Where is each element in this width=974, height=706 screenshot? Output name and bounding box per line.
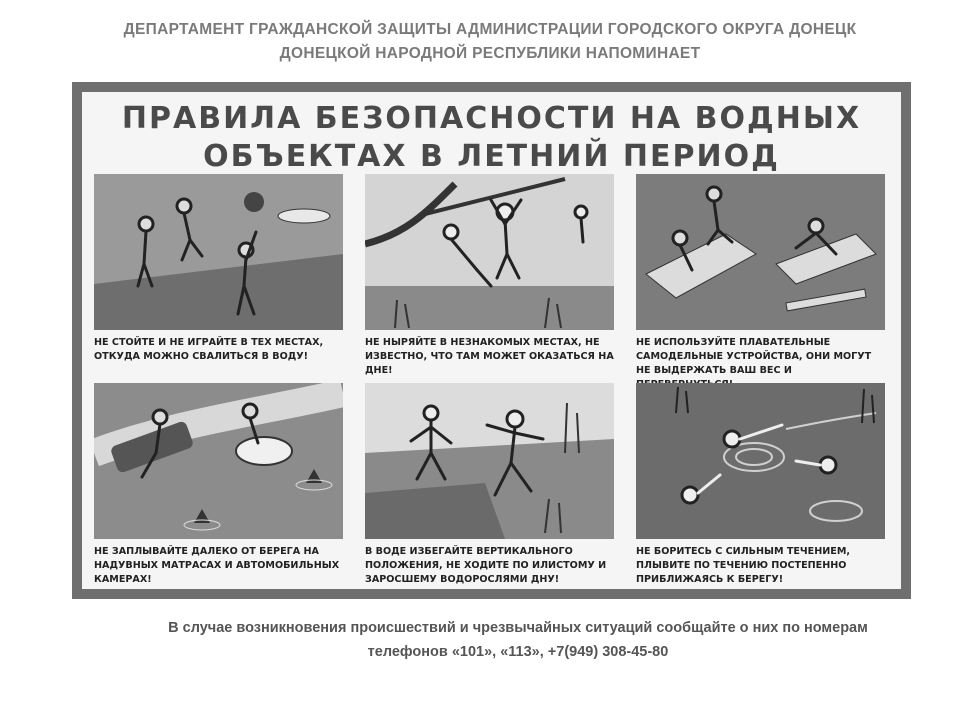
diving-illustration xyxy=(365,174,614,330)
panel-caption: В ВОДЕ ИЗБЕГАЙТЕ ВЕРТИКАЛЬНОГО ПОЛОЖЕНИЯ, НЕ ХОДИТЕ ПО ИЛИСТОМУ И ЗАРОСШЕМУ ВОДОРОСЛЯМИ ДНУ! xyxy=(365,546,607,585)
raft-illustration xyxy=(636,174,885,330)
panel-caption: НЕ ЗАПЛЫВАЙТЕ ДАЛЕКО ОТ БЕРЕГА НА НАДУВНЫХ МАТРАСАХ И АВТОМОБИЛЬНЫХ КАМЕРАХ! xyxy=(94,546,340,585)
cliff-playing-illustration xyxy=(94,174,343,330)
emergency-footer xyxy=(90,616,946,664)
panel-caption: НЕ СТОЙТЕ И НЕ ИГРАЙТЕ В ТЕХ МЕСТАХ, ОТКУДА МОЖНО СВАЛИТЬСЯ В ВОДУ! xyxy=(94,337,324,362)
panel-current xyxy=(636,383,885,587)
panel-caption: НЕ БОРИТЕСЬ С СИЛЬНЫМ ТЕЧЕНИЕМ, ПЛЫВИТЕ ПО ТЕЧЕНИЮ ПОСТЕПЕННО ПРИБЛИЖАЯСЬ К БЕРЕГУ! xyxy=(636,546,851,585)
footer-line-1: В случае возникновения происшествий и чрезвычайных ситуаций сообщайте о них по номерам xyxy=(168,620,868,636)
inflatable-illustration xyxy=(94,383,343,539)
poster-title xyxy=(82,100,901,176)
poster-title-line-1: ПРАВИЛА БЕЗОПАСНОСТИ НА ВОДНЫХ xyxy=(121,101,862,136)
header-line-2: ДОНЕЦКОЙ НАРОДНОЙ РЕСПУБЛИКИ НАПОМИНАЕТ xyxy=(279,45,701,62)
poster-body xyxy=(82,92,901,589)
current-illustration xyxy=(636,383,885,539)
panel-raft xyxy=(636,174,885,392)
panel-wading xyxy=(365,383,614,587)
poster-title-line-2: ОБЪЕКТАХ В ЛЕТНИЙ ПЕРИОД xyxy=(203,139,780,174)
department-header xyxy=(60,18,920,66)
safety-poster xyxy=(72,82,911,599)
panel-inflatable xyxy=(94,383,343,587)
panel-caption: НЕ ИСПОЛЬЗУЙТЕ ПЛАВАТЕЛЬНЫЕ САМОДЕЛЬНЫЕ УСТРОЙСТВА, ОНИ МОГУТ НЕ ВЫДЕРЖАТЬ ВАШ ВЕС И xyxy=(636,337,872,376)
wading-illustration xyxy=(365,383,614,539)
header-line-1: ДЕПАРТАМЕНТ ГРАЖДАНСКОЙ ЗАЩИТЫ АДМИНИСТРАЦИИ ГОРОДСКОГО ОКРУГА ДОНЕЦК xyxy=(123,21,857,38)
panel-cliff xyxy=(94,174,343,364)
footer-phone-line: телефонов «101», «113», +7(949) 308-45-80 xyxy=(367,644,669,660)
panel-caption: НЕ НЫРЯЙТЕ В НЕЗНАКОМЫХ МЕСТАХ, НЕ ИЗВЕСТНО, ЧТО ТАМ МОЖЕТ ОКАЗАТЬСЯ НА ДНЕ! xyxy=(365,337,614,376)
panel-diving xyxy=(365,174,614,378)
